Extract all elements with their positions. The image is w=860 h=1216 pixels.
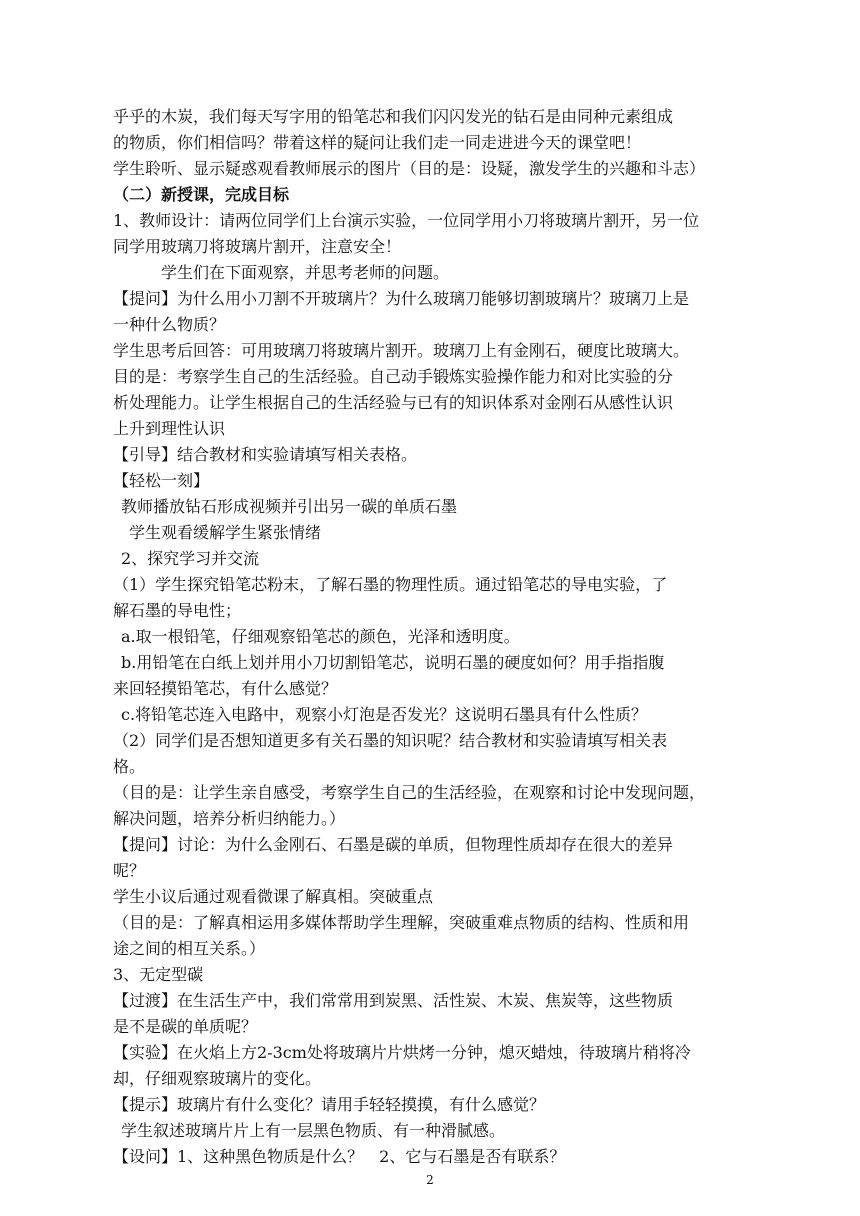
text-line: 来回轻摸铅笔芯，有什么感觉？ [113,679,338,698]
text-line: 【提问】为什么用小刀割不开玻璃片？为什么玻璃刀能够切割玻璃片？玻璃刀上是 [113,289,690,308]
text-line: 乎乎的木炭，我们每天写字用的铅笔芯和我们闪闪发光的钻石是由同种元素组成 [113,107,674,126]
text-line: （2）同学们是否想知道更多有关石墨的知识呢？结合教材和实验请填写相关表 [113,731,668,750]
text-line: 【过渡】在生活生产中，我们常常用到炭黑、活性炭、木炭、焦炭等，这些物质 [113,991,674,1010]
text-line: 是不是碳的单质呢？ [113,1017,258,1036]
text-line: 析处理能力。让学生根据自己的生活经验与已有的知识体系对金刚石从感性认识 [113,393,674,412]
text-line: 学生们在下面观察，并思考老师的问题。 [161,263,450,282]
text-line: 解决问题，培养分析归纳能力。） [113,809,346,828]
text-line: 学生聆听、显示疑惑观看教师展示的图片（目的是：设疑，激发学生的兴趣和斗志） [113,159,706,178]
text-line: 学生思考后回答：可用玻璃刀将玻璃片割开。玻璃刀上有金刚石，硬度比玻璃大。 [113,341,690,360]
text-line: 目的是：考察学生自己的生活经验。自己动手锻炼实验操作能力和对比实验的分 [113,367,674,386]
text-line: 教师播放钻石形成视频并引出另一碳的单质石墨 [121,497,458,516]
text-line: 【轻松一刻】 [113,471,210,490]
text-line: 格。 [113,757,146,776]
text-line: （目的是：让学生亲自感受，考察学生自己的生活经验，在观察和讨论中发现问题， [113,783,706,802]
text-line: c.将铅笔芯连入电路中，观察小灯泡是否发光？这说明石墨具有什么性质？ [121,705,648,724]
text-line: b.用铅笔在白纸上划并用小刀切割铅笔芯，说明石墨的硬度如何？用手指指腹 [121,653,665,672]
text-line: 学生观看缓解学生紧张情绪 [129,523,322,542]
text-line: （目的是：了解真相运用多媒体帮助学生理解，突破重难点物质的结构、性质和用 [113,913,690,932]
text-line: （1）学生探究铅笔芯粉末，了解石墨的物理性质。通过铅笔芯的导电实验，了 [113,575,668,594]
text-line: 学生叙述玻璃片片上有一层黑色物质、有一种滑腻感。 [121,1121,506,1140]
section-heading: （二）新授课，完成目标 [113,185,290,204]
text-line: 上升到理性认识 [113,419,226,438]
text-line: 途之间的相互关系。） [113,939,266,958]
text-line: 解石墨的导电性； [113,601,242,620]
text-line: 却，仔细观察玻璃片的变化。 [113,1069,322,1088]
text-line: 呢？ [113,861,146,880]
text-line: 同学用玻璃刀将玻璃片割开，注意安全！ [113,237,402,256]
text-line: 【引导】结合教材和实验请填写相关表格。 [113,445,418,464]
text-line: 【设问】1、这种黑色物质是什么？ 2、它与石墨是否有联系？ [113,1147,566,1166]
text-line: 【提问】讨论：为什么金刚石、石墨是碳的单质，但物理性质却存在很大的差异 [113,835,674,854]
text-line: 1、教师设计：请两位同学们上台演示实验，一位同学用小刀将玻璃片割开，另一位 [113,211,700,230]
text-line: 学生小议后通过观看微课了解真相。突破重点 [113,887,434,906]
page-number: 2 [426,1173,434,1187]
text-line: 【实验】在火焰上方2-3cm处将玻璃片片烘烤一分钟，熄灭蜡烛，待玻璃片稍将冷 [113,1043,691,1062]
text-line: 2、探究学习并交流 [121,549,260,568]
text-line: 的物质，你们相信吗？带着这样的疑问让我们走一同走进进今天的课堂吧！ [113,133,642,152]
text-line: a.取一根铅笔，仔细观察铅笔芯的颜色，光泽和透明度。 [121,627,520,646]
text-line: 3、无定型碳 [113,965,204,984]
text-line: 一种什么物质？ [113,315,226,334]
text-line: 【提示】玻璃片有什么变化？请用手轻轻摸摸，有什么感觉？ [113,1095,546,1114]
